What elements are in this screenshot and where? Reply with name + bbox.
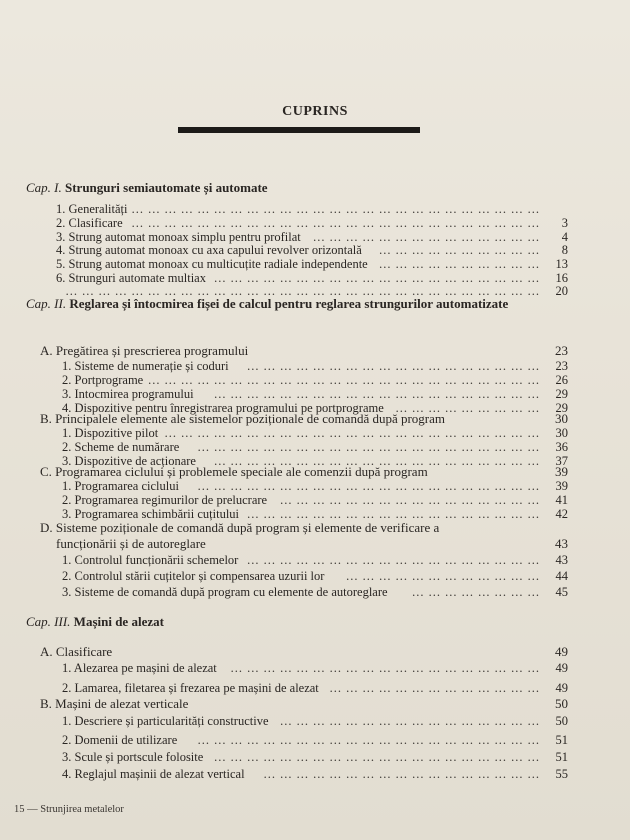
toc-entry-page: 49 (555, 681, 568, 695)
leader-dots: ... ... ... ... ... ... ... ... ... ... ... ... ... ... ... ... ... ... ... ... ... (197, 440, 540, 454)
toc-entry-label: 5. Strung automat monoax cu multicuțite radiale independente (56, 257, 368, 271)
toc-entry-page: 44 (555, 569, 568, 583)
toc-entry-page: 3 (561, 216, 568, 230)
toc-entry-page: 13 (555, 257, 568, 271)
toc-entry-label: 2. Domenii de utilizare (62, 733, 178, 747)
toc-entry-page: 8 (561, 243, 568, 257)
leader-dots: ... ... ... ... ... ... ... ... ... ... (379, 243, 540, 257)
leader-dots: ... ... ... ... ... ... ... ... ... ... ... ... ... ... ... ... ... ... ... ... ... ... ... (164, 426, 540, 440)
toc-entry (62, 733, 568, 747)
toc-entry (56, 202, 568, 216)
toc-entry-label: 1. Controlul funcționării schemelor (62, 553, 239, 567)
toc-entry-page: 43 (555, 553, 568, 567)
toc-entry (62, 493, 568, 507)
toc-entry (62, 569, 568, 583)
section-heading (40, 344, 568, 358)
section-page: 50 (555, 696, 568, 711)
leader-dots: ... ... ... ... ... ... ... ... ... ... ... ... ... ... ... ... ... ... (247, 553, 540, 567)
toc-entry-label: 2. Controlul stării cuțitelor și compensarea uzurii lor (62, 569, 325, 583)
toc-entry-page: 4 (561, 230, 568, 244)
leader-dots: ... ... ... ... ... ... ... ... ... ... ... ... ... (329, 681, 540, 695)
toc-entry-label: 3. Dispozitive de acționare (62, 454, 196, 468)
leader-dots: ... ... ... ... ... ... ... ... ... ... ... ... ... ... ... ... ... ... ... (230, 661, 540, 675)
toc-entry-page: 23 (555, 359, 568, 373)
toc-entry (62, 507, 568, 521)
toc-entry-page: 16 (555, 271, 568, 285)
toc-entry (62, 387, 568, 401)
leader-dots: ... ... ... ... ... ... ... ... ... ... ... ... ... ... ... ... ... ... ... ... ... (197, 733, 540, 747)
toc-entry-page: 42 (555, 507, 568, 521)
toc-entry-page: 50 (555, 714, 568, 728)
chapter-heading-1 (26, 180, 586, 195)
chapter-title: Strunguri semiautomate și automate (65, 180, 268, 195)
section-page: 30 (555, 411, 568, 426)
leader-dots: ... ... ... ... ... ... ... ... ... ... ... ... ... ... ... ... ... ... ... ... (214, 271, 540, 285)
chapter-number: Cap. II. (26, 296, 67, 311)
section-label: B. Principalele elemente ale sistemelor poziționale de comandă după program (40, 411, 446, 426)
leader-dots: ... ... ... ... ... ... ... ... ... ... (379, 257, 540, 271)
toc-entry-page: 39 (555, 479, 568, 493)
toc-entry-label: 3. Sisteme de comandă după program cu elemente de autoreglare (62, 585, 388, 599)
toc-entry (62, 359, 568, 373)
page-footer: 15 — Strunjirea metalelor (14, 804, 124, 815)
chapter-heading-2 (26, 296, 586, 311)
toc-entry-label: 4. Reglajul mașinii de alezat vertical (62, 767, 245, 781)
chapter-number: Cap. III. (26, 614, 71, 629)
toc-entry-label: 1. Descriere și particularități constructive (62, 714, 269, 728)
chapter-heading-3 (26, 614, 586, 629)
toc-entry-page: 36 (555, 440, 568, 454)
toc-entry-page: 26 (555, 373, 568, 387)
toc-entry (56, 271, 568, 285)
toc-entry-label: 1. Generalități (56, 202, 128, 216)
toc-entry-label: 2. Scheme de numărare (62, 440, 180, 454)
toc-entry-label: 2. Portprograme (62, 373, 144, 387)
toc-entry-page: 55 (555, 767, 568, 781)
leader-dots: ... ... ... ... ... ... ... ... ... ... ... ... ... ... ... ... (280, 493, 540, 507)
toc-entry (62, 585, 568, 599)
toc-entry-label: 1. Dispozitive pilot (62, 426, 159, 440)
toc-entry-label: 3. Intocmirea programului (62, 387, 194, 401)
section-page: 39 (555, 464, 568, 479)
section-heading-continued (56, 537, 568, 551)
section-label: funcționării și de autoreglare (56, 536, 206, 551)
toc-entry (56, 257, 568, 271)
leader-dots: ... ... ... ... ... ... ... ... ... ... ... ... ... ... ... ... ... ... (247, 507, 540, 521)
leader-dots: ... ... ... ... ... ... ... ... ... ... ... ... (346, 569, 540, 583)
toc-entry (56, 216, 568, 230)
section-page: 43 (555, 536, 568, 551)
leader-dots: ... ... ... ... ... ... ... ... ... ... ... ... ... ... ... ... ... ... ... ... (214, 750, 540, 764)
leader-dots: ... ... ... ... ... ... ... ... ... ... ... ... ... ... ... ... ... ... ... ... ... (197, 479, 540, 493)
section-label: D. Sisteme poziționale de comandă după program și elemente de verificare a (40, 520, 440, 535)
toc-entry-page: 51 (555, 750, 568, 764)
toc-entry-label: 4. Strung automat monoax cu axa capului revolver orizontală (56, 243, 362, 257)
toc-entry-page: 49 (555, 661, 568, 675)
toc-entry (62, 714, 568, 728)
toc-entry-label: 2. Programarea regimurilor de prelucrare (62, 493, 268, 507)
toc-entry (62, 440, 568, 454)
chapter-number: Cap. I. (26, 180, 62, 195)
section-page: 49 (555, 644, 568, 659)
leader-dots: ... ... ... ... ... ... ... ... ... ... ... ... ... ... ... ... ... ... ... ... ... ... ... ... ... (131, 202, 540, 216)
section-heading (40, 697, 568, 711)
section-heading (40, 645, 568, 659)
leader-dots: ... ... ... ... ... ... ... ... ... ... ... ... ... ... ... ... ... ... (247, 359, 540, 373)
section-label: A. Clasificare (40, 644, 113, 659)
section-page: 23 (555, 343, 568, 358)
toc-entry-page: 30 (555, 426, 568, 440)
leader-dots: ... ... ... ... ... ... ... ... ... ... ... ... ... ... ... ... ... (263, 767, 540, 781)
toc-entry-label: 3. Strung automat monoax simplu pentru profilat (56, 230, 301, 244)
toc-entry (62, 479, 568, 493)
leader-dots: ... ... ... ... ... ... ... ... ... ... ... ... ... ... (313, 230, 540, 244)
toc-entry (62, 750, 568, 764)
toc-entry-label: 6. Strunguri automate multiax (56, 271, 206, 285)
toc-entry-page: 41 (555, 493, 568, 507)
toc-entry-page: 37 (555, 454, 568, 468)
toc-entry-page: 29 (555, 401, 568, 415)
page-title: CUPRINS (282, 104, 348, 119)
toc-entry-label: 1. Sisteme de numerație și coduri (62, 359, 229, 373)
chapter-title: Reglarea și întocmirea fișei de calcul pentru reglarea strungurilor automatizate (69, 296, 509, 311)
section-heading (40, 412, 568, 426)
chapter-title: Mașini de alezat (73, 614, 164, 629)
toc-entry-label: 2. Clasificare (56, 216, 123, 230)
toc-entry (62, 553, 568, 567)
section-heading (40, 465, 568, 479)
toc-entry (62, 681, 568, 695)
section-heading (40, 521, 439, 535)
leader-dots: ... ... ... ... ... ... ... ... ... ... ... ... ... ... ... ... ... ... ... ... (214, 387, 540, 401)
toc-entry-label: 4. Dispozitive pentru înregistrarea programului pe portprograme (62, 401, 384, 415)
toc-entry-page: 51 (555, 733, 568, 747)
toc-entry (62, 661, 568, 675)
section-label: B. Mașini de alezat verticale (40, 696, 189, 711)
section-label: C. Programarea ciclului și problemele speciale ale comenzii după program (40, 464, 428, 479)
leader-dots: ... ... ... ... ... ... ... ... ... ... ... ... ... ... ... ... ... ... ... ... ... ... ... ... ... ... ... ... ... (65, 284, 540, 298)
leader-dots: ... ... ... ... ... ... ... ... ... ... ... ... ... ... ... ... ... ... ... ... (214, 454, 540, 468)
toc-entry-label: 1. Alezarea pe mașini de alezat (62, 661, 217, 675)
toc-entry-page: 45 (555, 585, 568, 599)
toc-entry-label: 3. Programarea schimbării cuțitului (62, 507, 240, 521)
toc-entry-label: 3. Scule și portscule folosite (62, 750, 204, 764)
toc-entry-label: 1. Programarea ciclului (62, 479, 179, 493)
toc-entry (62, 426, 568, 440)
section-label: A. Pregătirea și prescrierea programului (40, 343, 249, 358)
toc-entry-page: 29 (555, 387, 568, 401)
leader-dots: ... ... ... ... ... ... ... ... ... ... ... ... ... ... ... ... (280, 714, 540, 728)
toc-entry-label: 2. Lamarea, filetarea și frezarea pe mașini de alezat (62, 681, 319, 695)
leader-dots: ... ... ... ... ... ... ... ... (412, 585, 540, 599)
leader-dots: ... ... ... ... ... ... ... ... ... (395, 401, 540, 415)
title-underline (178, 127, 420, 133)
toc-entry-page: 20 (555, 284, 568, 298)
leader-dots: ... ... ... ... ... ... ... ... ... ... ... ... ... ... ... ... ... ... ... ... ... ... ... ... (148, 373, 540, 387)
toc-entry (62, 767, 568, 781)
leader-dots: ... ... ... ... ... ... ... ... ... ... ... ... ... ... ... ... ... ... ... ... ... ... ... ... ... (131, 216, 540, 230)
toc-entry (56, 243, 568, 257)
toc-entry (62, 373, 568, 387)
toc-entry (56, 230, 568, 244)
